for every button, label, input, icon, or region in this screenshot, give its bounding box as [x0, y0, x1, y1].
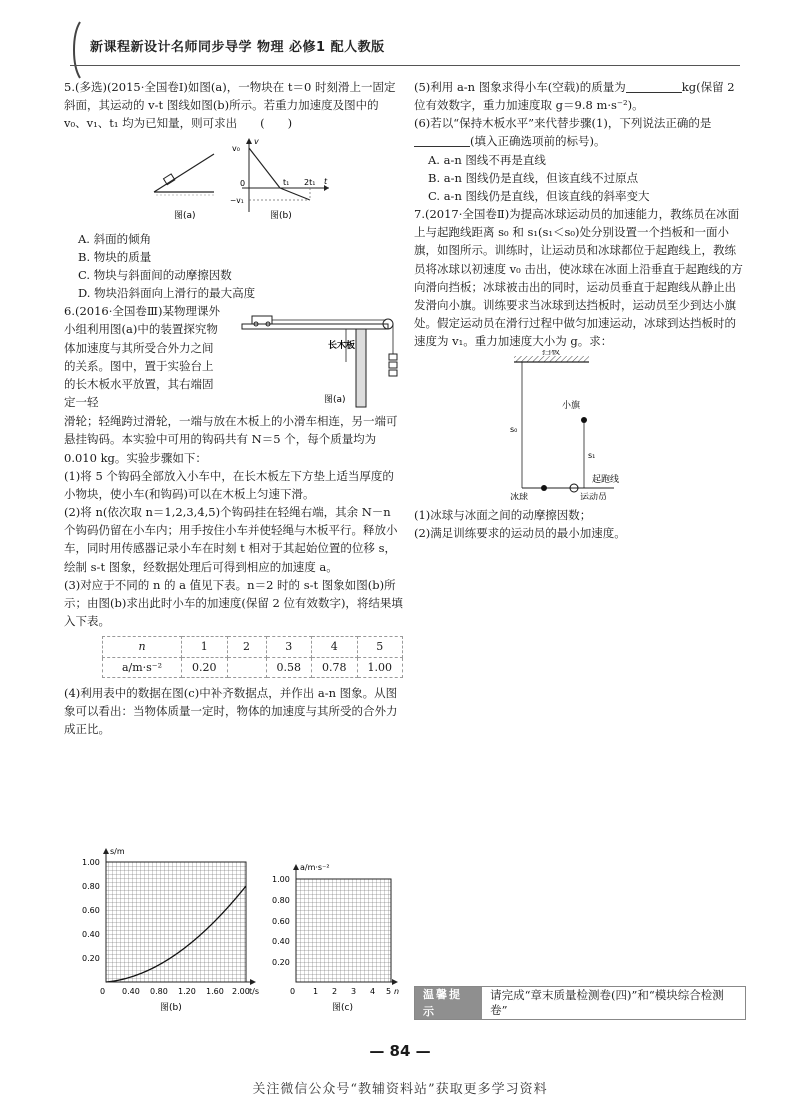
q5-axis-v: v	[254, 137, 259, 147]
q5-option-d: D. 物块沿斜面向上滑行的最大高度	[78, 286, 256, 301]
graph-c-ytick: 1.00	[272, 875, 290, 884]
graph-b-ytick: 0.40	[82, 930, 100, 939]
table-row	[103, 637, 403, 657]
table-cell: 0.78	[312, 657, 358, 677]
graph-c-ylabel: a/m·s⁻²	[300, 863, 330, 872]
q5-stem: 5.(多选)(2015·全国卷Ⅰ)如图(a)，一物块在 t＝0 时刻滑上一固定斜面，其运动的 v-t 图线如图(b)所示。若重力加速度及图中的 v₀、v₁、t₁ 均为已知量，则可求出 ( )	[64, 80, 396, 131]
q5-mark-v0: v₀	[232, 144, 240, 154]
graph-c-ytick: 0.20	[272, 958, 290, 967]
q5-fig-b-label: 图(b)	[270, 211, 292, 222]
graphs-bc	[64, 846, 404, 1016]
q6-stem-p2: 滑轮；轻绳跨过滑轮，一端与放在木板上的小滑车相连，另一端可悬挂钩码。本实验中可用的钩码共有 N＝5 个，每个质量均为 0.010 kg。实验步骤如下：	[64, 414, 398, 465]
graph-b-xtick: 1.20	[178, 987, 196, 996]
tip-box	[414, 986, 746, 1020]
q5-option-c: C. 物块与斜面间的动摩擦因数	[78, 267, 232, 282]
q6-data-table	[102, 636, 403, 678]
q7-rink-figure	[414, 350, 744, 500]
graph-c-xtick: 4	[370, 987, 376, 996]
table-row	[103, 657, 403, 677]
q7-sub2: (2)满足训练要求的运动员的最小加速度。	[414, 525, 626, 540]
q5-figures	[64, 132, 404, 224]
left-column	[64, 78, 404, 738]
q7-label-board: 挡板	[542, 350, 561, 358]
q7-label-s0: s₀	[510, 425, 518, 435]
q7-label-flag: 小旗	[562, 401, 581, 412]
q6-step1: (1)将 5 个钩码全部放入小车中，在长木板左下方垫上适当厚度的小物块，使小车(和钩码)可以在木板上匀速下滑。	[64, 468, 394, 501]
q7-label-puck: 冰球	[510, 493, 529, 501]
table-cell: 1	[182, 637, 228, 657]
q7-label-s1: s₁	[588, 451, 596, 461]
right-column	[414, 78, 744, 542]
q6-step5	[414, 78, 744, 114]
table-cell: 3	[266, 637, 312, 657]
graph-b	[82, 847, 259, 1013]
q5-mark-2t1: 2t₁	[304, 178, 316, 188]
tip-title: 温馨提示	[415, 987, 482, 1019]
q5-mark-t1: t₁	[283, 178, 290, 188]
graph-b-xtick: 0.40	[122, 987, 140, 996]
graph-b-ytick: 1.00	[82, 858, 100, 867]
graph-c	[272, 863, 399, 1013]
graph-b-ytick: 0.80	[82, 882, 100, 891]
graph-c-ytick: 0.80	[272, 896, 290, 905]
graph-c-ytick: 0.60	[272, 917, 290, 926]
graph-b-xtick: 0.80	[150, 987, 168, 996]
graph-b-xtick: 0	[100, 987, 106, 996]
q5-incline-figure	[154, 154, 214, 221]
graph-b-xtick: 2.00	[232, 987, 250, 996]
graph-c-caption: 图(c)	[332, 1003, 353, 1013]
table-cell: 5	[357, 637, 403, 657]
table-cell	[227, 657, 266, 677]
answer-blank[interactable]	[626, 80, 682, 93]
table-cell: a/m·s⁻²	[103, 657, 182, 677]
q6-intro	[64, 302, 404, 412]
table-cell: 2	[227, 637, 266, 657]
graph-c-xtick: 0	[290, 987, 296, 996]
q6-step6-option-b: B. a-n 图线仍是直线，但该直线不过原点	[428, 170, 639, 185]
footer-note: 关注微信公众号“教辅资料站”获取更多学习资料	[252, 1082, 548, 1097]
graph-b-ytick: 0.20	[82, 954, 100, 963]
tip-text: 请完成“章末质量检测卷(四)”和“模块综合检测卷”	[490, 988, 724, 1017]
table-cell: 0.20	[182, 657, 228, 677]
q5-vt-figure	[230, 137, 329, 221]
table-cell: 0.58	[266, 657, 312, 677]
graph-b-ytick: 0.60	[82, 906, 100, 915]
q6-apparatus-figure	[228, 302, 404, 412]
q6-stem-p1: 6.(2016·全国卷Ⅲ)某物理课外小组利用图(a)中的装置探究物体加速度与其所受合外力之间的关系。图中，置于实验台上的长木板水平放置，其右端固定一轻	[64, 304, 220, 410]
header-ornament	[70, 20, 84, 80]
q6-step6-option-a: A. a-n 图线不再是直线	[428, 152, 546, 167]
q7-label-start: 起跑线	[592, 475, 620, 486]
q6-step6	[414, 114, 744, 150]
graph-b-caption: 图(b)	[160, 1003, 182, 1013]
graph-c-xtick: 2	[332, 987, 338, 996]
q5-mark-origin: 0	[240, 179, 246, 189]
page-number: — 84 —	[369, 1042, 431, 1060]
q6-step6-text: (6)若以“保持木板水平”来代替步骤(1)，下列说法正确的是	[414, 116, 712, 131]
q6-board-label: 长木板	[328, 341, 356, 352]
q6-step5-unit: kg	[681, 80, 697, 94]
table-cell: n	[103, 637, 182, 657]
graph-c-ytick: 0.40	[272, 937, 290, 946]
q6-step5-note: (保留 2 位有效数字，重力加速度取 g＝9.8 m·s⁻²)。	[414, 80, 735, 113]
graph-c-xtick: 3	[351, 987, 357, 996]
q6-step4: (4)利用表中的数据在图(c)中补齐数据点，并作出 a-n 图象。从图象可以看出：当物体质量一定时，物体的加速度与其所受的合外力成正比。	[64, 685, 398, 737]
q7-label-athlete: 运动员	[580, 493, 608, 501]
q6-step6-note: (填入正确选项前的标号)。	[470, 134, 606, 149]
q5-mark-negv1: −v₁	[230, 196, 244, 206]
q6-step3: (3)对应于不同的 n 的 a 值见下表。n＝2 时的 s-t 图象如图(b)所示；由图(b)求出此时小车的加速度(保留 2 位有效数字)，将结果填入下表。	[64, 577, 403, 628]
page-header: 新课程新设计名师同步导学 物理 必修1 配人教版	[90, 40, 385, 55]
answer-blank[interactable]	[414, 134, 470, 147]
q5-option-a: A. 斜面的倾角	[78, 231, 152, 246]
header-rule	[70, 65, 740, 66]
q7-sub1: (1)冰球与冰面之间的动摩擦因数；	[414, 507, 592, 522]
q6-fig-a-label: 图(a)	[324, 395, 346, 406]
q5-fig-a-label: 图(a)	[174, 211, 196, 222]
q7-stem: 7.(2017·全国卷Ⅱ)为提高冰球运动员的加速能力，教练员在冰面上与起跑线距离 s₀ 和 s₁(s₁＜s₀)处分别设置一个挡板和一面小旗，如图所示。训练时，让运动员和冰球都位于起跑线上，教练员将冰球以初速度 v₀ 击出，使冰球在冰面上沿垂直于起跑线的方向滑向挡板；冰球被击出的同时，运动员垂直于起跑线从静止出发滑向小旗。训练要求当冰球到达挡板时，运动员至少到达小旗处。假定运动员在滑行过程中做匀加速运动，冰球到达挡板时的速度为 v₁。重力加速度大小为 g。求：	[414, 207, 743, 349]
q5-option-b: B. 物块的质量	[78, 249, 152, 264]
graph-b-xtick: 1.60	[206, 987, 224, 996]
table-cell: 1.00	[357, 657, 403, 677]
table-cell: 4	[312, 637, 358, 657]
graph-b-ylabel: s/m	[110, 847, 125, 856]
q6-step2: (2)将 n(依次取 n＝1,2,3,4,5)个钩码挂在轻绳右端，其余 N－n 个钩码仍留在小车内；用手按住小车并使轻绳与木板平行。释放小车，同时用传感器记录小车在时刻 t 相对于其起始位置的位移 s，绘制 s-t 图象，经数据处理后可得到相应的加速度 a。	[64, 505, 398, 574]
q6-step6-option-c: C. a-n 图线仍是直线，但该直线的斜率变大	[428, 188, 650, 203]
q5-axis-t: t	[324, 177, 328, 187]
graph-c-xlabel: n	[394, 987, 400, 996]
graph-b-xlabel: t/s	[249, 987, 259, 996]
graph-c-xtick: 1	[313, 987, 319, 996]
q6-step5-text: (5)利用 a-n 图象求得小车(空载)的质量为	[414, 80, 626, 94]
graph-c-xtick: 5	[386, 987, 392, 996]
